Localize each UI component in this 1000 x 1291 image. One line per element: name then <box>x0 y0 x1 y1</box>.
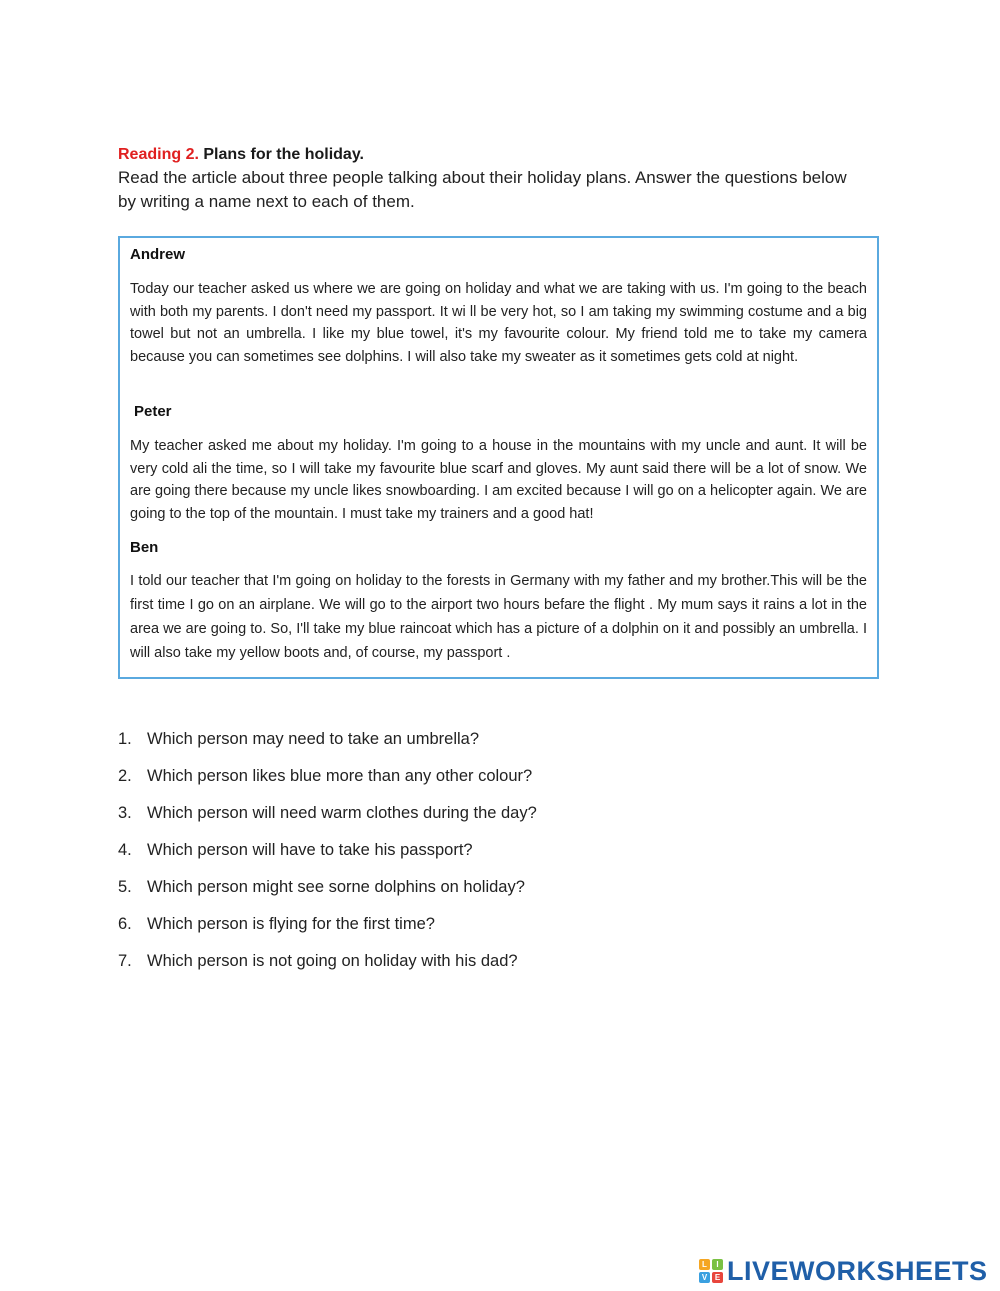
instructions-text: Read the article about three people talking about their holiday plans. Answer the questions below by writing a name next to each of them. <box>118 168 847 211</box>
section-text-ben: I told our teacher that I'm going on holiday to the forests in Germany with my father and my brother.This will be the first time I go on an airplane. We will go to the airport two hours befare the flight . My mum says it rains a lot in the area we are going to. So, I'll take my blue raincoat which has a picture of a dolphin on it and possibly an umbrella. I will also take my yellow boots and, of course, my passport . <box>130 573 867 661</box>
logo-block-v: V <box>699 1272 710 1283</box>
logo-block-i: I <box>712 1259 723 1270</box>
article-box <box>118 236 879 679</box>
question-text: Which person will need warm clothes during the day? <box>147 804 537 822</box>
question-item <box>118 949 537 986</box>
worksheet-title: Plans for the holiday. <box>203 146 364 163</box>
worksheet-heading <box>118 144 364 166</box>
question-text: Which person is not going on holiday with his dad? <box>147 952 518 970</box>
question-item <box>118 727 537 764</box>
section-text-peter: My teacher asked me about my holiday. I'm going to a house in the mountains with my uncle and aunt. It will be very cold ali the time, so I will take my favourite blue scarf and gloves. My aunt said there will be a lot of snow. We are going there because my uncle likes snowboarding. I am excited because I will go on a helicopter again. We are going to the top of the mountain. I must take my trainers and a good hat! <box>130 438 867 522</box>
question-number: 1. <box>118 730 132 748</box>
section-name-ben: Ben <box>130 539 159 556</box>
question-number: 2. <box>118 767 132 785</box>
question-list <box>118 727 537 986</box>
question-item <box>118 912 537 949</box>
question-item <box>118 801 537 838</box>
question-number: 4. <box>118 841 132 859</box>
question-number: 5. <box>118 878 132 896</box>
question-number: 7. <box>118 952 132 970</box>
question-text: Which person will have to take his passport? <box>147 841 473 859</box>
question-item <box>118 838 537 875</box>
logo-blocks-icon <box>699 1259 723 1283</box>
logo-block-e: E <box>712 1272 723 1283</box>
question-item <box>118 764 537 801</box>
logo-block-l: L <box>699 1259 710 1270</box>
question-item <box>118 875 537 912</box>
question-text: Which person might see sorne dolphins on holiday? <box>147 878 525 896</box>
question-number: 6. <box>118 915 132 933</box>
section-text-andrew: Today our teacher asked us where we are going on holiday and what we are taking with us. I'm going to the beach with both my parents. I don't need my passport. It wi ll be very hot, so I am taking my swimming costume and a big towel but not an umbrella. I like my blue towel, it's my favourite colour. My friend told me to take my camera because you can sometimes see dolphins. I will also take my sweater as it sometimes gets cold at night. <box>130 281 867 365</box>
question-text: Which person is flying for the first time? <box>147 915 435 933</box>
logo-text: LIVEWORKSHEETS <box>727 1255 988 1286</box>
liveworksheets-logo <box>699 1256 988 1286</box>
reading-label: Reading 2. <box>118 146 199 163</box>
section-name-andrew: Andrew <box>130 246 186 263</box>
question-text: Which person may need to take an umbrella? <box>147 730 480 748</box>
question-number: 3. <box>118 804 132 822</box>
section-name-peter: Peter <box>134 403 172 420</box>
question-text: Which person likes blue more than any other colour? <box>147 767 533 785</box>
